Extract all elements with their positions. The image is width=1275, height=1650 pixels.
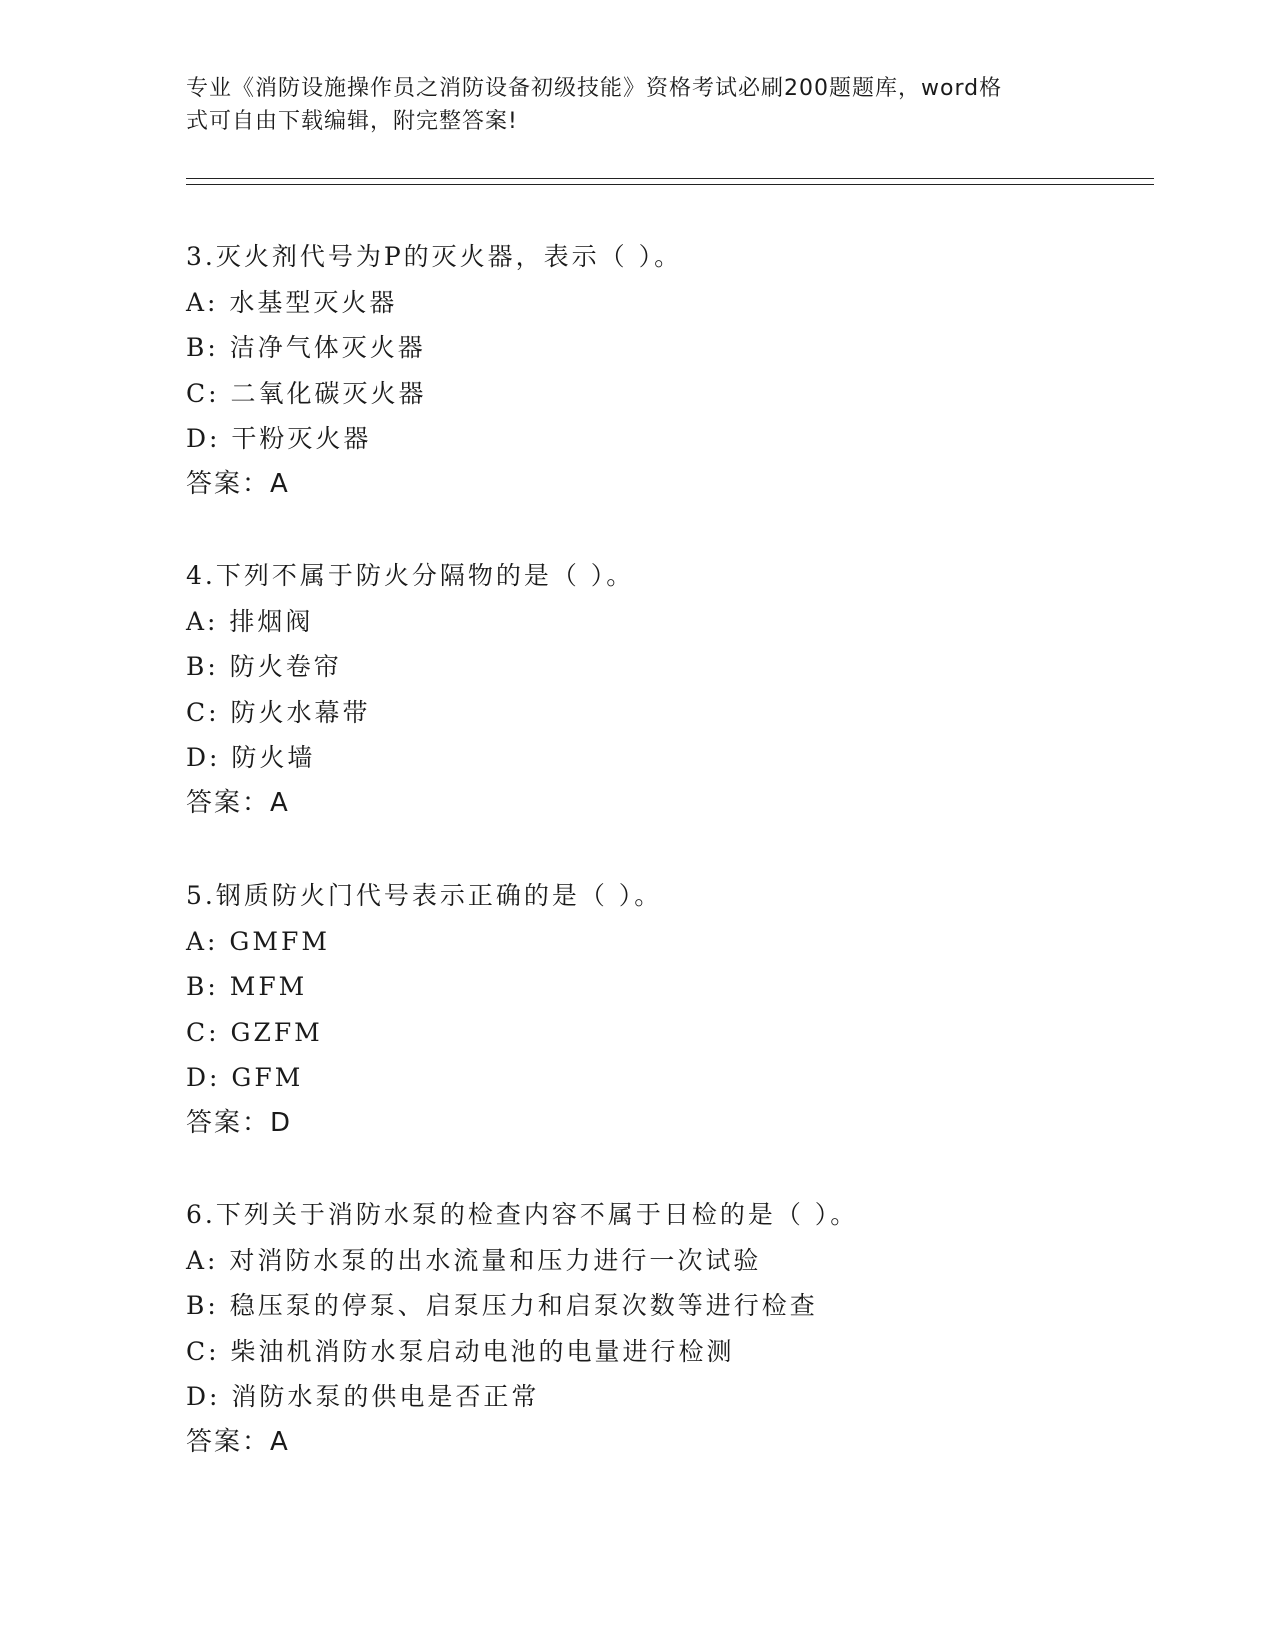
option-b: B: 防火卷帘 bbox=[186, 652, 342, 681]
question-stem: 6.下列关于消防水泵的检查内容不属于日检的是（ ）。 bbox=[186, 1200, 859, 1229]
option-a: A: GMFM bbox=[186, 926, 330, 956]
option-d: D: 消防水泵的供电是否正常 bbox=[186, 1382, 540, 1411]
option-c: C: 柴油机消防水泵启动电池的电量进行检测 bbox=[186, 1336, 735, 1366]
question-5 bbox=[186, 873, 1146, 1146]
option-d: D: GFM bbox=[186, 1063, 304, 1092]
option-a: A: 对消防水泵的出水流量和压力进行一次试验 bbox=[186, 1245, 762, 1275]
question-stem: 3.灭火剂代号为P的灭火器，表示（ ）。 bbox=[186, 242, 683, 271]
question-6 bbox=[186, 1192, 1146, 1465]
header-line-2: 式可自由下载编辑，附完整答案! bbox=[186, 109, 518, 134]
option-c: C: GZFM bbox=[186, 1017, 323, 1047]
option-c: C: 防火水幕带 bbox=[186, 697, 371, 727]
answer: 答案：A bbox=[186, 468, 290, 499]
option-d: D: 干粉灭火器 bbox=[186, 424, 372, 453]
header-divider-bottom bbox=[186, 184, 1154, 185]
header-line-1: 专业《消防设施操作员之消防设备初级技能》资格考试必刷200题题库，word格 bbox=[186, 76, 1003, 101]
option-c: C: 二氧化碳灭火器 bbox=[186, 378, 427, 408]
question-3 bbox=[186, 234, 1146, 507]
option-b: B: 稳压泵的停泵、启泵压力和启泵次数等进行检查 bbox=[186, 1291, 818, 1320]
option-b: B: MFM bbox=[186, 972, 308, 1001]
question-4 bbox=[186, 553, 1146, 826]
option-a: A: 排烟阀 bbox=[186, 606, 314, 636]
document-header bbox=[186, 72, 1066, 138]
option-b: B: 洁净气体灭火器 bbox=[186, 333, 426, 362]
answer: 答案：A bbox=[186, 787, 290, 818]
answer: 答案：D bbox=[186, 1107, 293, 1138]
answer: 答案：A bbox=[186, 1426, 290, 1457]
option-d: D: 防火墙 bbox=[186, 743, 316, 772]
question-stem: 4.下列不属于防火分隔物的是（ ）。 bbox=[186, 561, 635, 590]
header-divider-top bbox=[186, 178, 1154, 179]
option-a: A: 水基型灭火器 bbox=[186, 287, 398, 317]
question-stem: 5.钢质防火门代号表示正确的是（ ）。 bbox=[186, 881, 663, 910]
